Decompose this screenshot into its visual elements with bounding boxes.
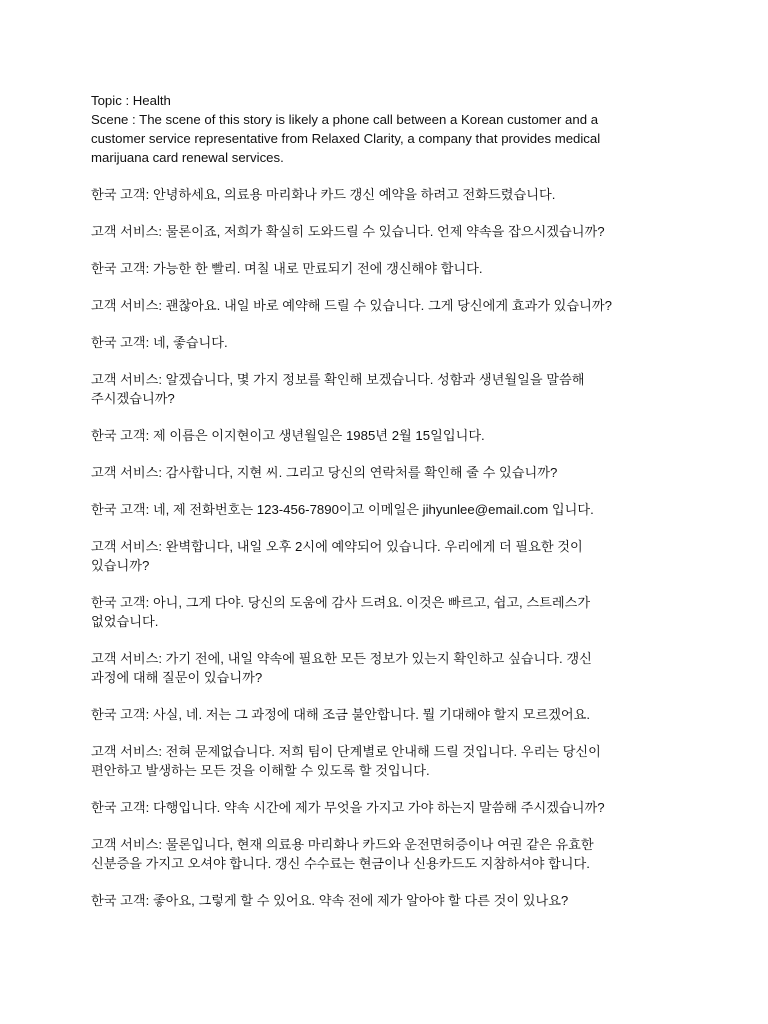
scene-line: customer service representative from Relaxed Clarity, a company that provides medical (91, 131, 601, 146)
dialogue-line: 고객 서비스: 전혀 문제없습니다. 저희 팀이 단계별로 안내해 드릴 것입니다. 우리는 당신이 (91, 744, 601, 759)
dialogue-paragraph (91, 222, 681, 241)
dialogue-line: 한국 고객: 네, 제 전화번호는 123-456-7890이고 이메일은 jihyunlee@email.com 입니다. (91, 502, 594, 517)
dialogue-line: 한국 고객: 좋아요, 그렇게 할 수 있어요. 약속 전에 제가 알아야 할 다른 것이 있나요? (91, 893, 569, 908)
dialogue-line: 한국 고객: 사실, 네. 저는 그 과정에 대해 조금 불안합니다. 뭘 기대해야 할지 모르겠어요. (91, 707, 591, 722)
dialogue-paragraph (91, 296, 681, 315)
dialogue-line: 고객 서비스: 괜찮아요. 내일 바로 예약해 드릴 수 있습니다. 그게 당신에게 효과가 있습니까? (91, 298, 612, 313)
dialogue-line: 과정에 대해 질문이 있습니까? (91, 670, 263, 685)
dialogue-paragraph (91, 185, 681, 204)
dialogue-line: 주시겠습니까? (91, 391, 175, 406)
dialogue-paragraph (91, 333, 681, 352)
document-header (91, 91, 681, 167)
dialogue-line: 신분증을 가지고 오셔야 합니다. 갱신 수수료는 현금이나 신용카드도 지참하셔야 합니다. (91, 856, 590, 871)
dialogue-line: 고객 서비스: 알겠습니다, 몇 가지 정보를 확인해 보겠습니다. 성함과 생년월일을 말씀해 (91, 372, 585, 387)
dialogue-line: 한국 고객: 제 이름은 이지현이고 생년월일은 1985년 2월 15일입니다. (91, 428, 485, 443)
dialogue-line: 편안하고 발생하는 모든 것을 이해할 수 있도록 할 것입니다. (91, 763, 430, 778)
dialogue-paragraph (91, 593, 681, 631)
dialogue-paragraph (91, 742, 681, 780)
scene-line: marijuana card renewal services. (91, 150, 284, 165)
dialogue-paragraph (91, 370, 681, 408)
scene-line: Scene : The scene of this story is likely a phone call between a Korean customer and a (91, 112, 599, 127)
dialogue-line: 고객 서비스: 물론이죠, 저희가 확실히 도와드릴 수 있습니다. 언제 약속을 잡으시겠습니까? (91, 224, 605, 239)
dialogue-paragraph (91, 426, 681, 445)
dialogue-line: 고객 서비스: 물론입니다, 현재 의료용 마리화나 카드와 운전면허증이나 여권 같은 유효한 (91, 837, 594, 852)
dialogue-paragraph (91, 835, 681, 873)
dialogue-paragraph (91, 649, 681, 687)
dialogue-line: 한국 고객: 네, 좋습니다. (91, 335, 228, 350)
dialogue-line: 없었습니다. (91, 614, 159, 629)
dialogue-line: 한국 고객: 다행입니다. 약속 시간에 제가 무엇을 가지고 가야 하는지 말씀해 주시겠습니까? (91, 800, 605, 815)
dialogue-line: 고객 서비스: 가기 전에, 내일 약속에 필요한 모든 정보가 있는지 확인하고 싶습니다. 갱신 (91, 651, 592, 666)
dialogue-paragraph (91, 705, 681, 724)
dialogue-line: 있습니까? (91, 558, 150, 573)
dialogue-line: 한국 고객: 가능한 한 빨리. 며칠 내로 만료되기 전에 갱신해야 합니다. (91, 261, 483, 276)
dialogue-paragraph (91, 463, 681, 482)
dialogue-paragraph (91, 798, 681, 817)
dialogue-paragraph (91, 259, 681, 278)
dialogue-line: 한국 고객: 아니, 그게 다야. 당신의 도움에 감사 드려요. 이것은 빠르고, 쉽고, 스트레스가 (91, 595, 591, 610)
dialogue-line: 고객 서비스: 완벽합니다, 내일 오후 2시에 예약되어 있습니다. 우리에게 더 필요한 것이 (91, 539, 583, 554)
dialogue-line: 고객 서비스: 감사합니다, 지현 씨. 그리고 당신의 연락처를 확인해 줄 수 있습니까? (91, 465, 558, 480)
dialogue-paragraph (91, 537, 681, 575)
document-body (91, 91, 681, 928)
topic-line: Topic : Health (91, 93, 171, 108)
dialogue-line: 한국 고객: 안녕하세요, 의료용 마리화나 카드 갱신 예약을 하려고 전화드렸습니다. (91, 187, 556, 202)
dialogue-paragraph (91, 500, 681, 519)
dialogue-paragraph (91, 891, 681, 910)
